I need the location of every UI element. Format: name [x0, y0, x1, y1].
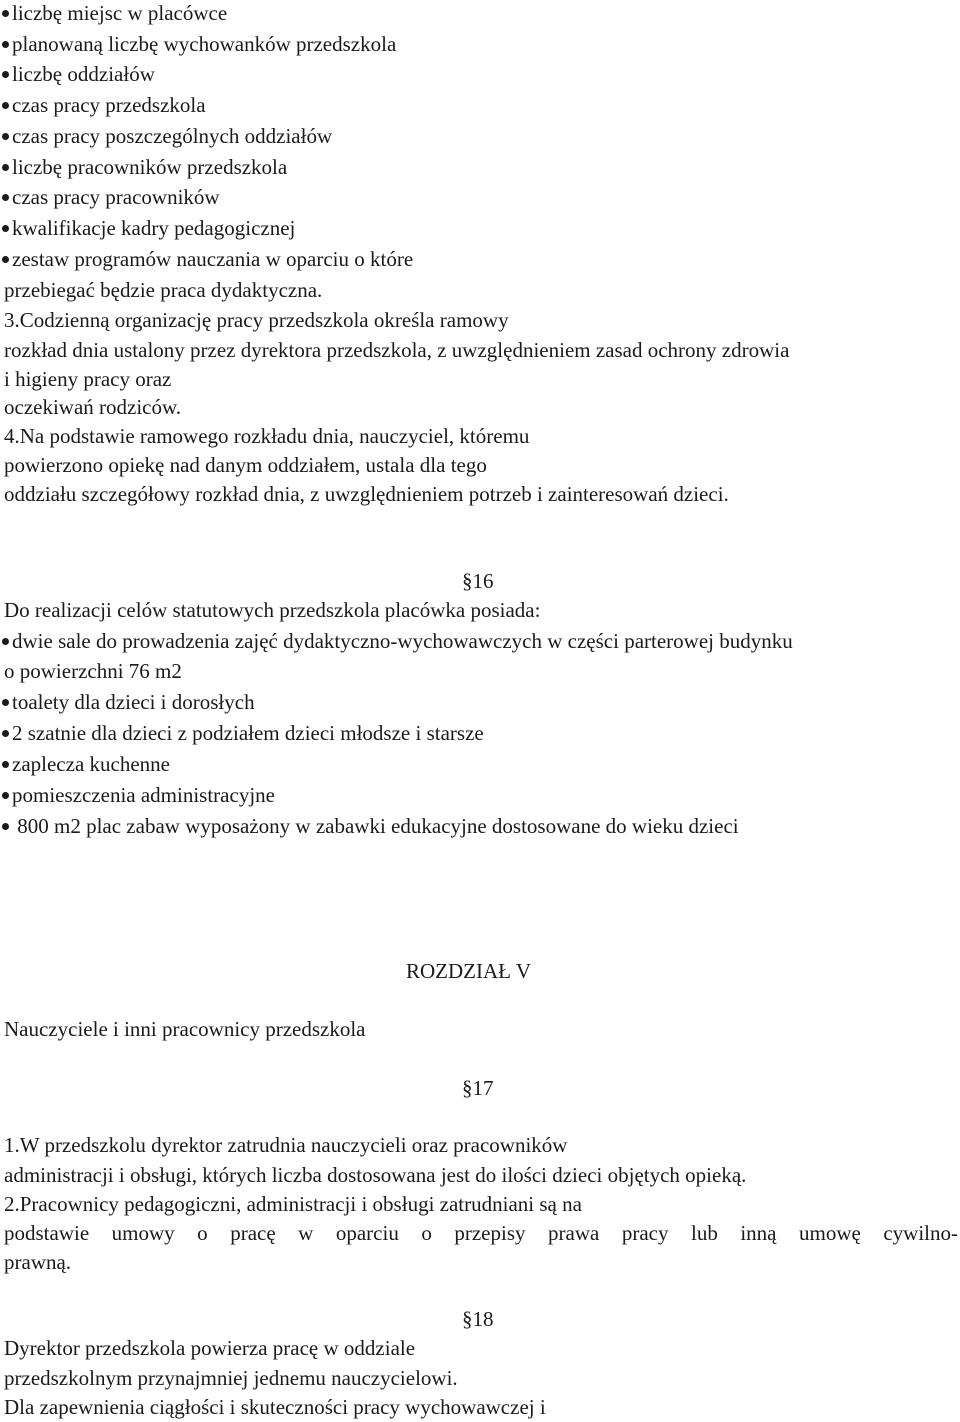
bullet-icon [2, 256, 9, 263]
bullet-icon [2, 41, 9, 48]
list-item [0, 813, 739, 839]
bullet-icon [2, 71, 9, 78]
paragraph-4-line: oddziału szczegółowy rozkład dnia, z uwzględnieniem potrzeb i zainteresowań dzieci. [4, 482, 729, 506]
list-item [0, 154, 287, 180]
bullet-icon [2, 823, 9, 830]
bullet-icon [2, 638, 9, 645]
list-item [0, 720, 484, 746]
list-item-text: liczbę pracowników przedszkola [12, 155, 288, 179]
section-18-line: Dyrektor przedszkola powierza pracę w oddziale [4, 1336, 416, 1360]
list-item-text: czas pracy poszczególnych oddziałów [12, 124, 333, 148]
list-item-text: pomieszczenia administracyjne [12, 783, 275, 807]
section-17-paragraph-line: prawną. [4, 1250, 72, 1274]
bullet-icon [2, 792, 9, 799]
list-item-text: liczbę miejsc w placówce [12, 1, 228, 25]
list-item [0, 628, 793, 654]
section-17-paragraph-line: 2.Pracownicy pedagogiczni, administracji i obsługi zatrudniani są na [4, 1192, 582, 1216]
list-item-text: kwalifikacje kadry pedagogicznej [12, 216, 296, 240]
paragraph-3-line: i higieny pracy oraz [4, 367, 172, 391]
list-item [0, 246, 413, 272]
list-item-text: 2 szatnie dla dzieci z podziałem dzieci młodsze i starsze [12, 721, 484, 745]
bullet-icon [2, 102, 9, 109]
list-item-text: 800 m2 plac zabaw wyposażony w zabawki edukacyjne dostosowane do wieku dzieci [12, 814, 739, 838]
bullet-icon [2, 225, 9, 232]
list-item-text: zaplecza kuchenne [12, 752, 170, 776]
list-item [0, 92, 206, 118]
section-18-line: Dla zapewnienia ciągłości i skuteczności pracy wychowawczej i [4, 1395, 546, 1419]
list-item-text: zestaw programów nauczania w oparciu o które [12, 247, 414, 271]
section-17-paragraph-line: administracji i obsługi, których liczba dostosowana jest do ilości dzieci objętych opieką. [4, 1163, 747, 1187]
section-16-intro: Do realizacji celów statutowych przedszkola placówka posiada: [4, 598, 541, 622]
list-item [0, 782, 275, 808]
list-item [0, 123, 332, 149]
paragraph-3-line: rozkład dnia ustalony przez dyrektora przedszkola, z uwzględnieniem zasad ochrony zdrowia [4, 338, 790, 362]
section-18-heading: §18 [462, 1307, 494, 1331]
bullet-icon [2, 730, 9, 737]
chapter-title: ROZDZIAŁ V [406, 959, 532, 983]
section-18-line: przedszkolnym przynajmniej jednemu nauczycielowi. [4, 1366, 458, 1390]
list-item-text: planowaną liczbę wychowanków przedszkola [12, 32, 397, 56]
paragraph-3-line: 3.Codzienną organizację pracy przedszkola określa ramowy [4, 308, 509, 332]
list-item-continuation: o powierzchni 76 m2 [4, 659, 182, 683]
list-item [0, 751, 170, 777]
list-item-text: liczbę oddziałów [12, 62, 155, 86]
list-item [0, 61, 155, 87]
list-item [0, 689, 255, 715]
section-17-paragraph-line: podstawie umowy o pracę w oparciu o przepisy prawa pracy lub inną umowę cywilno- [4, 1221, 958, 1245]
list-item [0, 31, 396, 57]
chapter-subtitle: Nauczyciele i inni pracownicy przedszkola [4, 1017, 366, 1041]
section-17-heading: §17 [462, 1076, 494, 1100]
section-17-paragraph-line: 1.W przedszkolu dyrektor zatrudnia nauczycieli oraz pracowników [4, 1133, 568, 1157]
paragraph-4-line: 4.Na podstawie ramowego rozkładu dnia, nauczyciel, któremu [4, 424, 530, 448]
list-item-text: dwie sale do prowadzenia zajęć dydaktyczno-wychowawczych w części parterowej budynku [12, 629, 793, 653]
list-item [0, 215, 295, 241]
paragraph-4-line: powierzono opiekę nad danym oddziałem, ustala dla tego [4, 453, 487, 477]
bullet-icon [2, 194, 9, 201]
paragraph-3-line: oczekiwań rodziców. [4, 395, 182, 419]
list-item-text: czas pracy przedszkola [12, 93, 206, 117]
bullet-icon [2, 133, 9, 140]
bullet-icon [2, 699, 9, 706]
bullet-icon [2, 164, 9, 171]
bullet-icon [2, 10, 9, 17]
list-item-continuation: przebiegać będzie praca dydaktyczna. [4, 278, 323, 302]
bullet-icon [2, 761, 9, 768]
list-item-text: toalety dla dzieci i dorosłych [12, 690, 255, 714]
list-item [0, 0, 227, 26]
list-item-text: czas pracy pracowników [12, 185, 220, 209]
list-item [0, 184, 220, 210]
section-16-heading: §16 [462, 569, 494, 593]
